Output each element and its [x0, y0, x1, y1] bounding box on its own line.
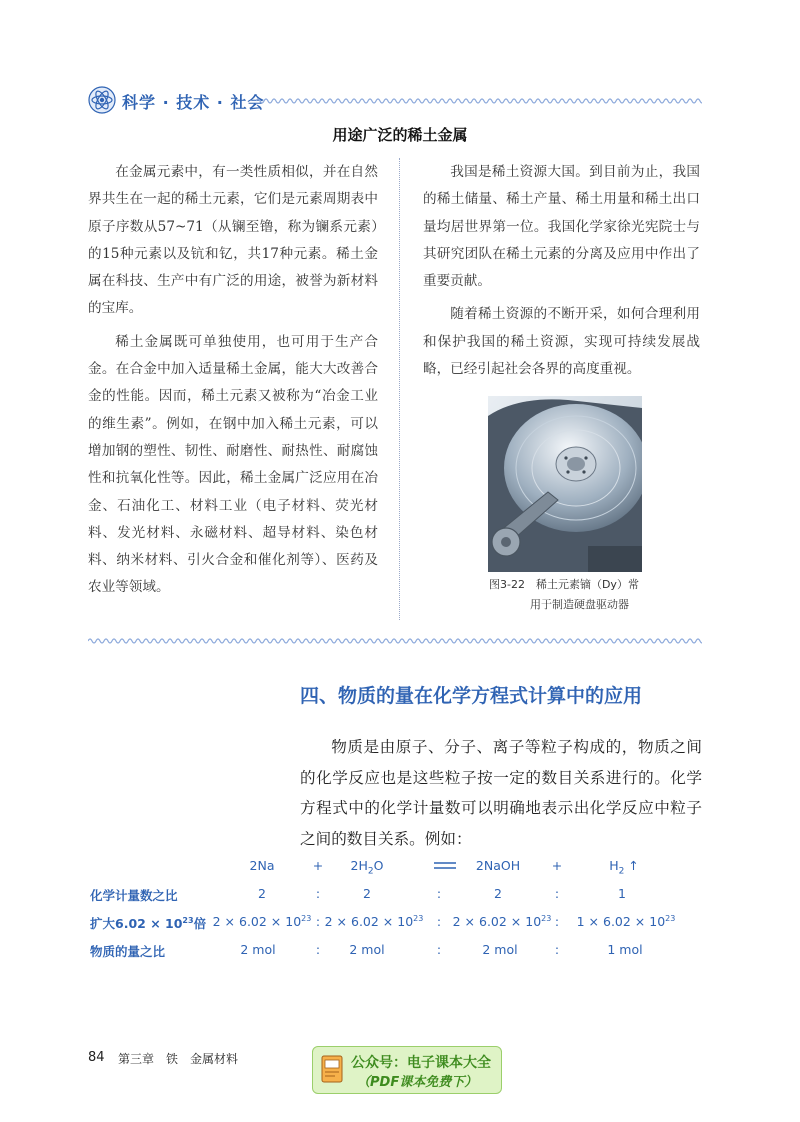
atom-icon [88, 86, 116, 114]
row-value: 2 [494, 886, 502, 901]
row-value: $2 \times 6.02 \times 10^{23}$ [212, 914, 312, 930]
wavy-divider [256, 96, 702, 106]
species-h2: $H_2$ ↑ [609, 858, 639, 877]
wavy-divider [88, 636, 702, 646]
row-value: $1 \times 6.02 \times 10^{23}$ [576, 914, 676, 930]
row-label: 扩大$6.02 \times 10^{23}$倍 [90, 915, 207, 931]
watermark-line2: （PDF课本免费下） [357, 1075, 478, 1090]
row-value: 2 mol [240, 942, 276, 957]
figure-caption-line2: 用于制造硬盘驱动器 [530, 598, 629, 611]
left-paragraph-2: 稀土金属既可单独使用，也可用于生产合金。在合金中加入适量稀土金属，能大大改善合金的性能。因而，稀土元素又被称为“冶金工业的维生素”。例如，在钢中加入稀土元素，可以增加钢的塑性、韧性、耐磨性、耐热性、耐腐蚀性和抗氧化性等。因此，稀土金属广泛应用在冶金、石油化工、材料工业（电子材料、荧光材料、发光材料、永磁材料、超导材料、染色材料、纳米材料、引火合金和催化剂等）、医药及农业等领域。 [88, 333, 378, 596]
plus-sign: + [312, 858, 324, 873]
book-icon [321, 1053, 343, 1085]
row-value: 2 mol [482, 942, 518, 957]
row-value: 1 [618, 886, 626, 901]
ratio-colon: : [315, 942, 321, 957]
body-text: 物质是由原子、分子、离子等粒子构成的，物质之间的化学反应也是这些粒子按一定的数目关系进行的。化学方程式中的化学计量数可以明确地表示出化学反应中粒子之间的数目关系。例如： [300, 738, 702, 848]
equals-sign-icon [432, 859, 458, 871]
species-na: 2Na [249, 858, 275, 873]
ratio-colon: : [315, 914, 321, 929]
figure-caption-line1: 图3-22 稀土元素镝（Dy）常 [489, 578, 639, 591]
ratio-colon: : [315, 886, 321, 901]
hard-disk-drive-photo [488, 396, 642, 572]
row-value: 1 mol [607, 942, 643, 957]
row-value: $2 \times 6.02 \times 10^{23}$ [324, 914, 424, 930]
watermark-badge [312, 1046, 502, 1094]
species-naoh: 2NaOH [475, 858, 521, 873]
body-paragraph [300, 732, 702, 854]
ratio-colon: : [436, 914, 442, 929]
right-column [423, 159, 700, 389]
right-paragraph-1: 我国是稀土资源大国。到目前为止，我国的稀土储量、稀土产量、稀土用量和稀土出口量均居世界第一位。我国化学家徐光宪院士与其研究团队在稀土元素的分离及应用中作出了重要贡献。 [423, 164, 700, 290]
ratio-colon: : [436, 942, 442, 957]
ratio-colon: : [554, 914, 560, 929]
species-h2o: $2H_2O$ [350, 858, 384, 877]
left-column [88, 159, 378, 608]
chapter-label: 第三章 铁 金属材料 [118, 1052, 239, 1066]
row-value: $2 \times 6.02 \times 10^{23}$ [452, 914, 552, 930]
row-value: 2 [363, 886, 371, 901]
column-divider [399, 158, 400, 620]
ratio-colon: : [436, 886, 442, 901]
ratio-colon: : [554, 942, 560, 957]
right-paragraph-2: 随着稀土资源的不断开采，如何合理利用和保护我国的稀土资源，实现可持续发展战略，已经引起社会各界的高度重视。 [423, 306, 700, 378]
section-label: 科学 · 技术 · 社会 [122, 93, 265, 112]
section-title: 四、物质的量在化学方程式计算中的应用 [300, 685, 643, 707]
plus-sign: + [551, 858, 563, 873]
watermark-line1: 公众号：电子课本大全 [351, 1055, 491, 1071]
row-label: 物质的量之比 [90, 944, 166, 959]
row-value: 2 [258, 886, 266, 901]
box-title: 用途广泛的稀土金属 [332, 126, 468, 144]
left-paragraph-1: 在金属元素中，有一类性质相似，并在自然界共生在一起的稀土元素，它们是元素周期表中原子序数从57~71（从镧至镥，称为镧系元素）的15种元素以及钪和钇，共17种元素。稀土金属在科技、生产中有广泛的用途，被誉为新材料的宝库。 [88, 164, 378, 317]
row-value: 2 mol [349, 942, 385, 957]
page-number: 84 [88, 1050, 105, 1065]
ratio-colon: : [554, 886, 560, 901]
row-label: 化学计量数之比 [90, 888, 178, 903]
